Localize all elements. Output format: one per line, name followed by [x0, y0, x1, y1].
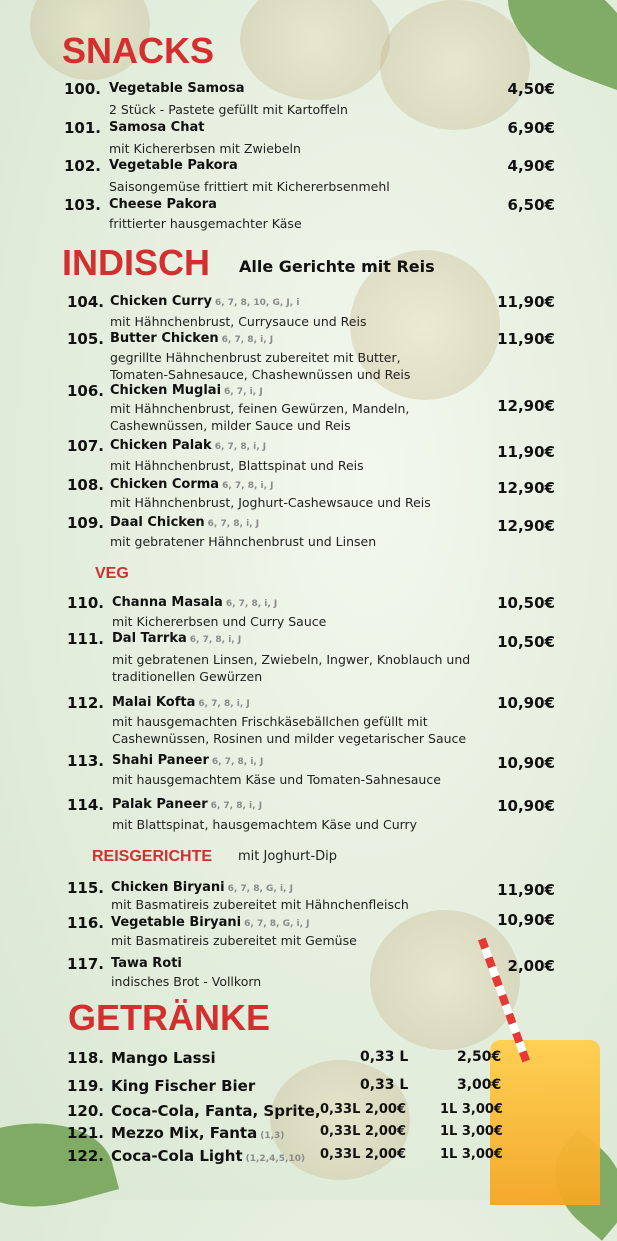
item-number: 107.: [67, 437, 105, 455]
item-name: Daal Chicken 6, 7, 8, i, J: [110, 515, 260, 530]
item-price: 10,90€: [497, 694, 555, 712]
item-allergens: 6, 7, 8, G, i, J: [244, 919, 310, 929]
section-subtitle-indisch: Alle Gerichte mit Reis: [239, 257, 435, 276]
item-description: mit Basmatireis zubereitet mit Hähnchenfleisch: [111, 897, 409, 912]
item-price: 11,90€: [497, 881, 555, 899]
item-allergens: 6, 7, 8, i, J: [189, 635, 242, 645]
section-title-getraenke: GETRÄNKE: [68, 997, 271, 1038]
item-number: 118.: [67, 1049, 105, 1067]
item-price: 10,90€: [497, 911, 555, 929]
item-name: King Fischer Bier: [111, 1077, 256, 1095]
item-allergens: (1,2,4,5,10): [245, 1154, 306, 1164]
item-number: 106.: [67, 382, 105, 400]
item-description: mit Hähnchenbrust, Blattspinat und Reis: [110, 458, 364, 473]
item-name: Shahi Paneer 6, 7, 8, i, J: [112, 753, 264, 768]
item-description: mit Kichererbsen mit Zwiebeln: [109, 141, 301, 156]
item-price: 12,90€: [497, 517, 555, 535]
item-price: 10,90€: [497, 797, 555, 815]
item-number: 115.: [67, 879, 105, 897]
item-number: 112.: [67, 694, 105, 712]
item-name: Cheese Pakora: [109, 197, 217, 212]
drink-volume: 0,33 L: [360, 1077, 409, 1093]
section-title-reis: REISGERICHTE: [92, 848, 213, 865]
item-name: Chicken Palak 6, 7, 8, i, J: [110, 438, 267, 453]
item-price: 12,90€: [497, 397, 555, 415]
item-price: 6,50€: [507, 196, 555, 214]
item-name: Palak Paneer 6, 7, 8, i, J: [112, 797, 263, 812]
item-allergens: 6, 7, 8, i, J: [207, 519, 260, 529]
item-description: mit Blattspinat, hausgemachtem Käse und Curry: [112, 817, 418, 832]
item-number: 119.: [67, 1077, 105, 1095]
item-description: mit hausgemachten Frischkäsebällchen gefüllt mit Cashewnüssen, Rosinen und milder vegetarischer Sauce: [112, 714, 467, 746]
item-number: 110.: [67, 594, 105, 612]
item-allergens: 6, 7, 8, G, i, J: [227, 884, 293, 894]
item-name: Chicken Corma 6, 7, 8, i, J: [110, 477, 274, 492]
item-number: 103.: [64, 196, 102, 214]
item-description: mit gebratenen Linsen, Zwiebeln, Ingwer, Knoblauch und traditionellen Gewürzen: [112, 652, 471, 684]
item-number: 116.: [67, 914, 105, 932]
item-number: 108.: [67, 476, 105, 494]
item-allergens: 6, 7, 8, i, J: [198, 699, 250, 709]
item-name: Vegetable Pakora: [109, 158, 238, 173]
item-number: 114.: [67, 796, 105, 814]
drink-volume-small: 0,33L 2,00€: [320, 1147, 407, 1162]
item-description: gegrillte Hähnchenbrust zubereitet mit Butter, Tomaten-Sahnesauce, Chashewnüssen und Reis: [110, 350, 411, 382]
item-description: 2 Stück - Pastete gefüllt mit Kartoffeln: [109, 102, 348, 117]
item-allergens: 6, 7, i, J: [224, 387, 263, 397]
item-name: Malai Kofta 6, 7, 8, i, J: [112, 695, 250, 710]
item-price: 2,00€: [507, 957, 555, 975]
item-number: 113.: [67, 752, 105, 770]
item-price: 12,90€: [497, 479, 555, 497]
mango-lassi-glass: [490, 1040, 600, 1205]
item-allergens: 6, 7, 8, i, J: [210, 801, 263, 811]
item-price: 10,50€: [497, 594, 555, 612]
item-allergens: (1,3): [260, 1131, 285, 1141]
item-number: 120.: [67, 1102, 105, 1120]
leaf-decoration: [0, 1102, 119, 1228]
item-description: indisches Brot - Vollkorn: [111, 974, 262, 989]
item-allergens: 6, 7, 8, 10, G, J, i: [214, 298, 300, 308]
item-name: Coca-Cola, Fanta, Sprite,: [111, 1102, 321, 1120]
drink-price: 2,50€: [457, 1049, 502, 1065]
item-name: Vegetable Biryani 6, 7, 8, G, i, J: [111, 915, 310, 930]
item-number: 105.: [67, 330, 105, 348]
item-name: Channa Masala 6, 7, 8, i, J: [112, 595, 278, 610]
item-allergens: 6, 7, 8, i, J: [222, 481, 274, 491]
item-number: 117.: [67, 955, 105, 973]
item-number: 101.: [64, 119, 102, 137]
section-title-indisch: INDISCH: [62, 242, 211, 283]
item-name: Chicken Muglai 6, 7, i, J: [110, 383, 263, 398]
item-price: 4,50€: [507, 80, 555, 98]
item-description: frittierter hausgemachter Käse: [109, 216, 302, 231]
drink-volume-large: 1L 3,00€: [440, 1102, 503, 1117]
item-price: 10,50€: [497, 633, 555, 651]
item-number: 102.: [64, 157, 102, 175]
item-name: Mango Lassi: [111, 1049, 216, 1067]
item-description: Saisongemüse frittiert mit Kichererbsenmehl: [109, 179, 390, 194]
item-description: mit Hähnchenbrust, Currysauce und Reis: [110, 314, 367, 329]
item-description: mit Hähnchenbrust, Joghurt-Cashewsauce und Reis: [110, 495, 431, 510]
item-number: 111.: [67, 630, 105, 648]
item-name: Chicken Biryani 6, 7, 8, G, i, J: [111, 880, 293, 895]
item-name: Chicken Curry 6, 7, 8, 10, G, J, i: [110, 294, 300, 309]
drink-volume-small: 0,33L 2,00€: [320, 1124, 407, 1139]
drink-volume-large: 1L 3,00€: [440, 1147, 503, 1162]
item-number: 100.: [64, 80, 102, 98]
item-name: Dal Tarrka 6, 7, 8, i, J: [112, 631, 242, 646]
item-description: mit gebratener Hähnchenbrust und Linsen: [110, 534, 377, 549]
item-allergens: 6, 7, 8, i, J: [225, 599, 278, 609]
item-price: 11,90€: [497, 293, 555, 311]
item-description: mit Hähnchenbrust, feinen Gewürzen, Mandeln, Cashewnüssen, milder Sauce und Reis: [110, 401, 410, 433]
item-allergens: 6, 7, 8, i, J: [221, 335, 274, 345]
item-price: 11,90€: [497, 443, 555, 461]
item-allergens: 6, 7, 8, i, J: [214, 442, 267, 452]
drink-volume-small: 0,33L 2,00€: [320, 1102, 407, 1117]
item-name: Tawa Roti: [111, 956, 182, 971]
item-name: Mezzo Mix, Fanta (1,3): [111, 1124, 285, 1142]
item-allergens: 6, 7, 8, i, J: [211, 757, 264, 767]
section-title-veg: VEG: [95, 565, 129, 582]
item-number: 122.: [67, 1147, 105, 1165]
item-number: 104.: [67, 293, 105, 311]
item-description: mit hausgemachtem Käse und Tomaten-Sahnesauce: [112, 772, 441, 787]
section-title-snacks: SNACKS: [62, 30, 215, 71]
item-price: 11,90€: [497, 330, 555, 348]
item-number: 109.: [67, 514, 105, 532]
item-price: 10,90€: [497, 754, 555, 772]
drink-volume: 0,33 L: [360, 1049, 409, 1065]
section-note-reis: mit Joghurt-Dip: [238, 849, 338, 864]
item-price: 4,90€: [507, 157, 555, 175]
item-description: mit Basmatireis zubereitet mit Gemüse: [111, 933, 357, 948]
item-name: Samosa Chat: [109, 120, 205, 135]
food-bowl-decoration: [240, 0, 390, 100]
item-price: 6,90€: [507, 119, 555, 137]
item-name: Butter Chicken 6, 7, 8, i, J: [110, 331, 274, 346]
drink-price: 3,00€: [457, 1077, 502, 1093]
item-name: Vegetable Samosa: [109, 81, 245, 96]
item-name: Coca-Cola Light (1,2,4,5,10): [111, 1147, 306, 1165]
drink-volume-large: 1L 3,00€: [440, 1124, 503, 1139]
item-number: 121.: [67, 1124, 105, 1142]
item-description: mit Kichererbsen und Curry Sauce: [112, 614, 327, 629]
